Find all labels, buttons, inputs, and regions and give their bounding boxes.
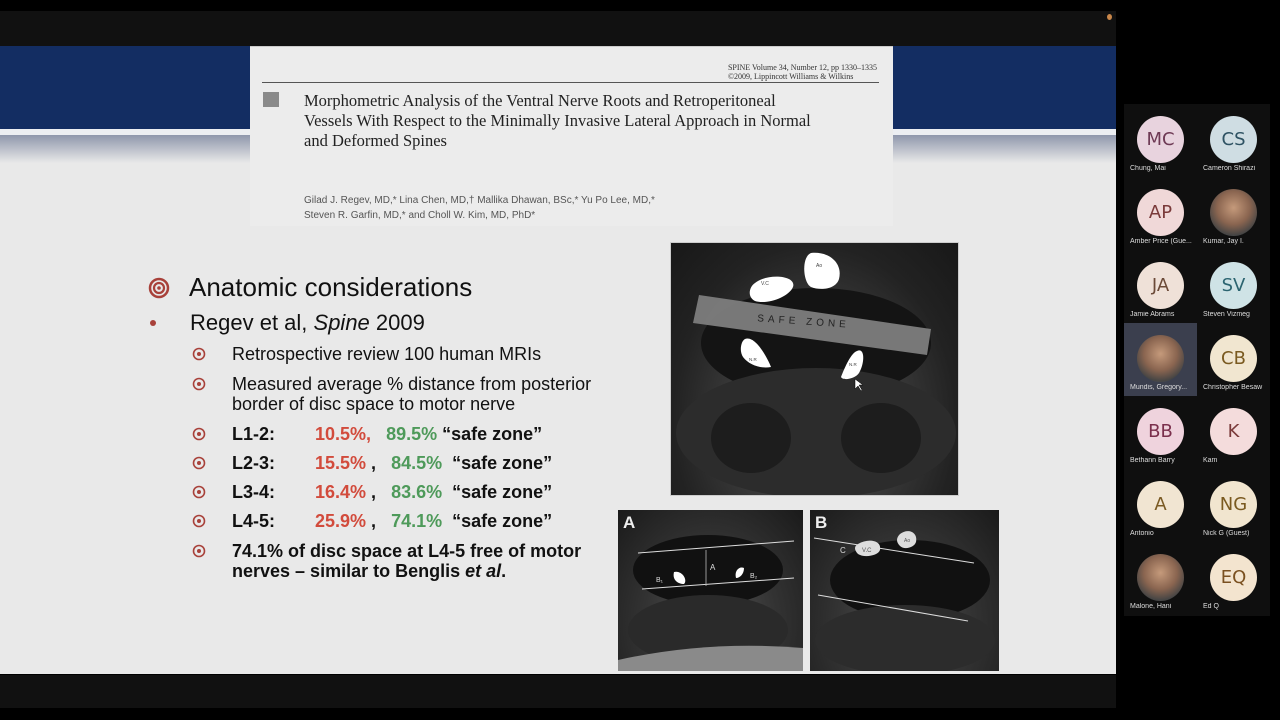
svg-text:C: C	[840, 546, 846, 555]
participant-name: Amber Price (Gue...	[1130, 238, 1192, 245]
participant-name: Mundis, Gregory...	[1130, 384, 1188, 391]
authors-line-2: Steven R. Garfin, MD,* and Choll W. Kim, MD, PhD*	[304, 210, 536, 221]
level-row	[192, 511, 552, 531]
participant-name: Kumar, Jay I.	[1203, 238, 1244, 245]
svg-text:V.C: V.C	[761, 281, 769, 287]
bullet-text: Measured average % distance from posterior border of disc space to motor nerve	[232, 374, 592, 414]
level-text: L3-4: 16.4% , 83.6% “safe zone”	[232, 482, 553, 502]
slide-heading: Anatomic considerations	[189, 272, 473, 302]
participant-name: Malone, Hani	[1130, 603, 1172, 610]
conclusion-row	[192, 541, 632, 581]
participant-name: Antonio	[1130, 530, 1154, 537]
circle-dot-bullet-icon	[192, 544, 206, 558]
mri-panel-b-image	[810, 510, 999, 671]
svg-text:N.R: N.R	[849, 362, 857, 367]
bottom-bar	[0, 675, 1116, 708]
svg-text:B₂: B₂	[750, 573, 758, 580]
svg-text:A: A	[710, 563, 716, 572]
paper-header-image	[250, 46, 893, 226]
participant-name: Steven Vizmeg	[1203, 311, 1250, 318]
level-row	[192, 482, 552, 502]
avatar-initials: EQ	[1210, 554, 1257, 601]
svg-text:B₁: B₁	[656, 577, 664, 584]
bullet-row	[192, 344, 541, 364]
participant-tile[interactable]	[1197, 396, 1270, 469]
participant-tile[interactable]	[1124, 396, 1197, 469]
participant-gallery	[1124, 104, 1270, 616]
svg-text:Ao: Ao	[816, 263, 823, 269]
level-text: L2-3: 15.5% , 84.5% “safe zone”	[232, 453, 553, 473]
authors-line-1: Gilad J. Regev, MD,* Lina Chen, MD,† Mallika Dhawan, BSc,* Yu Po Lee, MD,*	[304, 195, 655, 206]
avatar-photo	[1210, 189, 1257, 236]
citation-text: Regev et al, Spine 2009	[190, 310, 425, 335]
circle-dot-bullet-icon	[192, 377, 206, 391]
participant-name: Nick G (Guest)	[1203, 530, 1250, 537]
panel-b-label: B	[815, 513, 828, 532]
journal-citation	[728, 63, 877, 81]
journal-line-2: ©2009, Lippincott Williams & Wilkins	[727, 72, 854, 81]
participant-name: Bethann Barry	[1130, 457, 1175, 464]
participant-tile[interactable]	[1124, 104, 1197, 177]
mri-safe-zone-figure	[670, 242, 959, 496]
avatar-initials: CB	[1210, 335, 1257, 382]
mri-panel-b	[810, 510, 999, 671]
level-row	[192, 453, 552, 473]
participant-name: Jamie Abrams	[1130, 311, 1175, 318]
target-bullet-icon	[148, 277, 170, 299]
participant-name: Chung, Mai	[1130, 165, 1166, 172]
participant-name: Kam	[1203, 457, 1218, 464]
level-row	[192, 424, 542, 444]
mri-panel-a	[618, 510, 803, 671]
participant-tile[interactable]	[1197, 177, 1270, 250]
avatar-initials: BB	[1137, 408, 1184, 455]
participant-tile[interactable]	[1197, 469, 1270, 542]
avatar-photo	[1137, 554, 1184, 601]
avatar-initials: MC	[1137, 116, 1184, 163]
mri-panel-a-image	[618, 510, 803, 671]
participant-name: Cameron Shirazi	[1203, 165, 1256, 172]
mri-axial-image	[671, 243, 959, 496]
circle-dot-bullet-icon	[192, 347, 206, 361]
avatar-initials: K	[1210, 408, 1257, 455]
participant-name: Christopher Besaw	[1203, 384, 1263, 391]
journal-line-1: SPINE Volume 34, Number 12, pp 1330–1335	[727, 63, 877, 72]
dot-bullet-icon	[150, 320, 156, 326]
avatar-initials: CS	[1210, 116, 1257, 163]
svg-text:Ao: Ao	[904, 538, 911, 544]
top-bar	[0, 11, 1116, 46]
participant-tile[interactable]	[1124, 177, 1197, 250]
bullet-row	[192, 374, 632, 414]
paper-square-icon	[263, 92, 279, 107]
circle-dot-bullet-icon	[192, 485, 206, 499]
participant-tile[interactable]	[1197, 542, 1270, 615]
participant-tile[interactable]	[1124, 323, 1197, 396]
level-text: L4-5: 25.9% , 74.1% “safe zone”	[232, 511, 553, 531]
participant-tile[interactable]	[1197, 250, 1270, 323]
circle-dot-bullet-icon	[192, 456, 206, 470]
paper-title: Morphometric Analysis of the Ventral Nerve Roots and Retroperitoneal Vessels With Respect to the Minimally Invasive Lateral Approach in Normal and Deformed Spines	[304, 91, 811, 150]
heading-row	[148, 272, 472, 303]
participant-tile[interactable]	[1124, 542, 1197, 615]
participant-tile[interactable]	[1197, 104, 1270, 177]
avatar-initials: SV	[1210, 262, 1257, 309]
citation-row	[150, 310, 425, 336]
svg-text:V.C: V.C	[862, 548, 872, 554]
recording-indicator-icon	[1107, 14, 1112, 20]
avatar-photo	[1137, 335, 1184, 382]
svg-text:SAFE ZONE: SAFE ZONE	[756, 313, 851, 331]
shared-slide	[0, 46, 1116, 674]
participant-tile[interactable]	[1197, 323, 1270, 396]
svg-text:N.R: N.R	[749, 357, 757, 362]
avatar-initials: NG	[1210, 481, 1257, 528]
paper-rule	[262, 82, 879, 83]
participant-tile[interactable]	[1124, 469, 1197, 542]
circle-dot-bullet-icon	[192, 427, 206, 441]
avatar-initials: AP	[1137, 189, 1184, 236]
level-text: L1-2: 10.5%, 89.5% “safe zone”	[232, 424, 543, 444]
conclusion-text: 74.1% of disc space at L4-5 free of motor nerves – similar to Benglis et al.	[232, 541, 582, 581]
circle-dot-bullet-icon	[192, 514, 206, 528]
avatar-initials: A	[1137, 481, 1184, 528]
paper-authors	[304, 193, 864, 223]
panel-a-label: A	[623, 513, 636, 532]
avatar-initials: JA	[1137, 262, 1184, 309]
participant-name: Ed Q	[1203, 603, 1219, 610]
bullet-text: Retrospective review 100 human MRIs	[232, 344, 542, 364]
participant-tile[interactable]	[1124, 250, 1197, 323]
